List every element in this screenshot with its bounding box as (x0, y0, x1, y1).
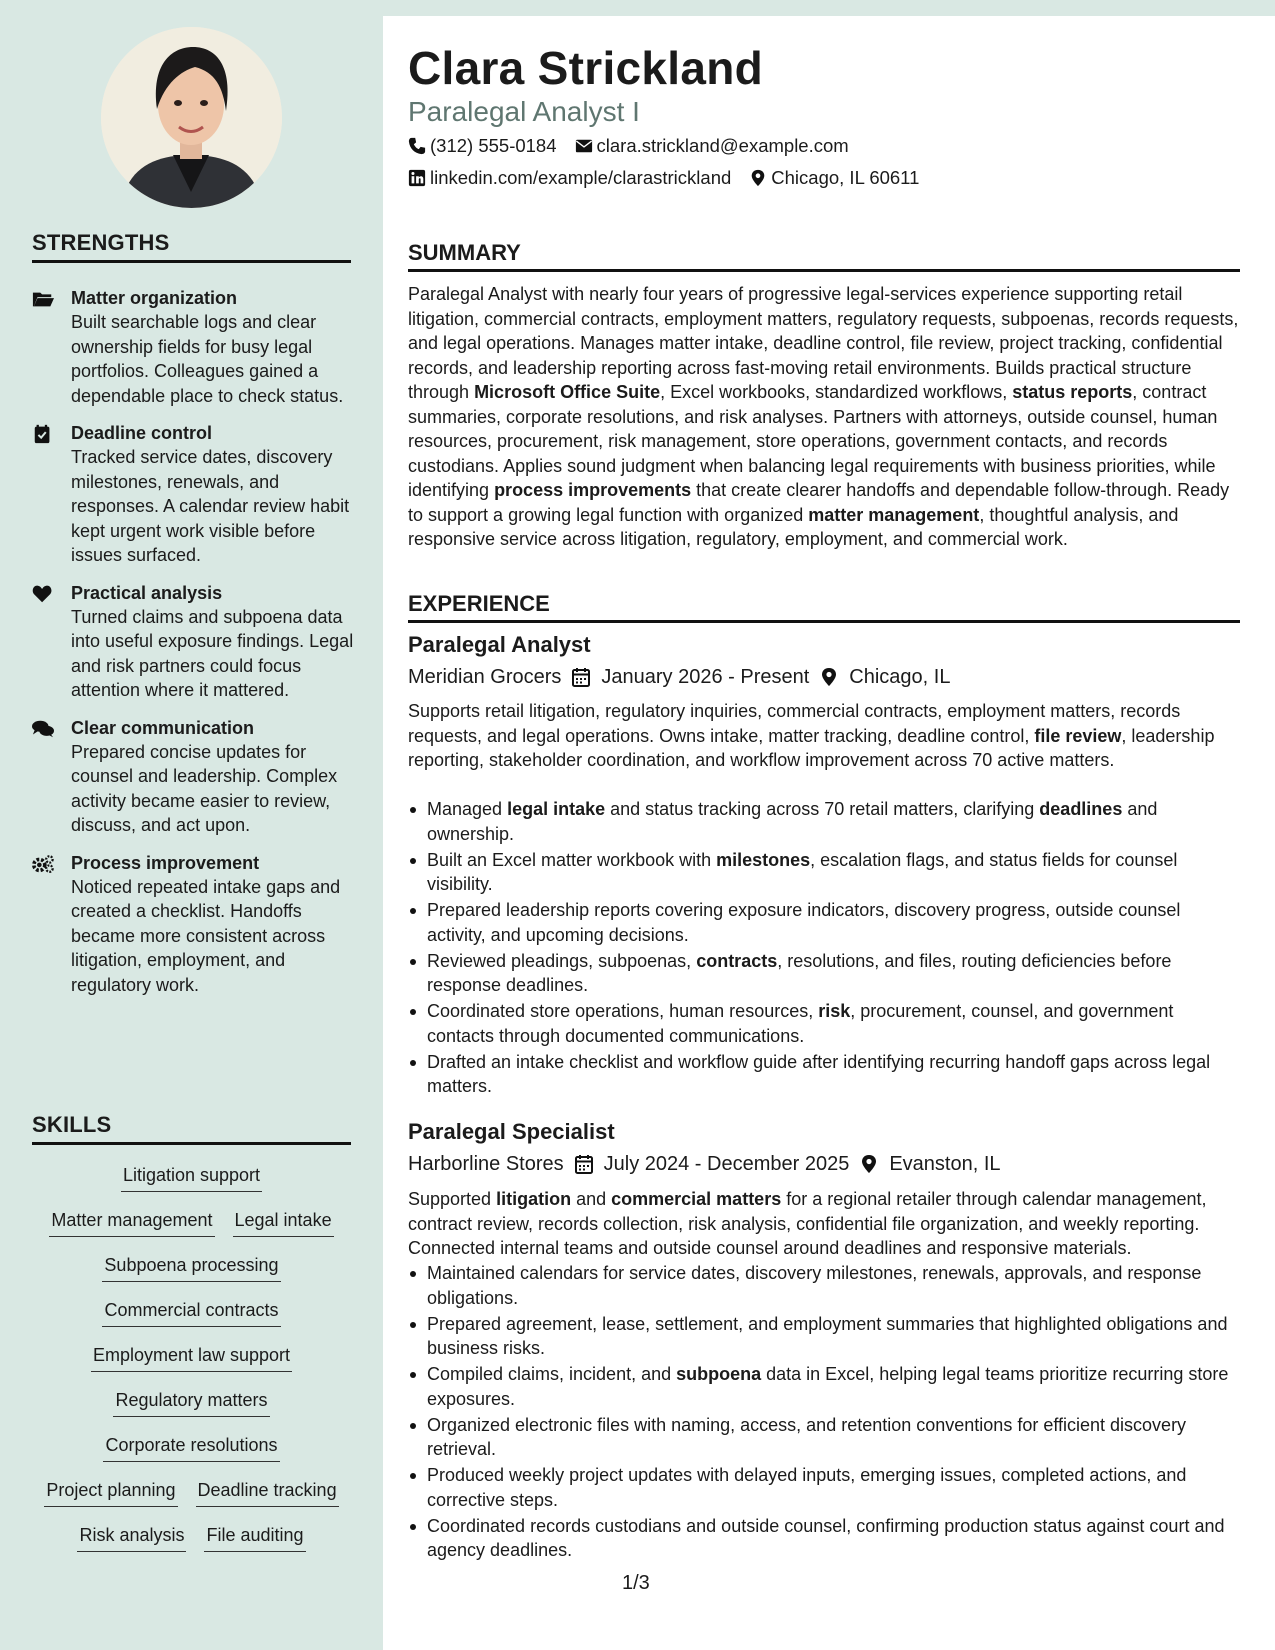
strength-item (32, 581, 357, 703)
skill-row (32, 1433, 351, 1478)
gears-icon (32, 851, 71, 998)
bold-text: process improvements (494, 480, 692, 500)
strength-desc: Built searchable logs and clear ownership fields for busy legal portfolios. Colleagues gained a dependable place to check status. (71, 312, 344, 406)
text-run: Managed (427, 799, 508, 819)
text-run: Prepared agreement, lease, settlement, and employment summaries that highlighted obligations and business risks. (427, 1313, 1228, 1358)
text-run: Prepared leadership reports covering exposure indicators, discovery progress, outside counsel activity, and upcoming decisions. (427, 900, 1181, 945)
text-run: , leadership reporting, stakeholder coordination, and workflow improvement across 70 active matters. (408, 725, 1215, 770)
skill-tag: Subpoena processing (102, 1253, 280, 1282)
text-run: Compiled claims, incident, and (427, 1364, 677, 1384)
text-run: Built an Excel matter workbook with (427, 849, 717, 870)
envelope-icon (575, 137, 593, 155)
location: Chicago, IL 60611 (771, 167, 920, 188)
text-run: , escalation flags, and status fields for counsel visibility. (427, 849, 1178, 894)
bullet-item (408, 949, 1240, 998)
text-run: , Excel workbooks, standardized workflows, (660, 382, 1013, 402)
summary-text (408, 282, 1240, 552)
text-run: data in Excel, helping legal teams prioritize recurring store exposures. (427, 1364, 1229, 1409)
strength-title: Deadline control (71, 423, 213, 443)
text-run: Supported (408, 1189, 497, 1209)
skill-tag: File auditing (204, 1523, 305, 1552)
text-run: , contract summaries, corporate resolutions, and risk analyses. Partners with attorneys, outside counsel, human resources, procurement, risk management, store operations, government contacts, and records custodians. Applies sound judgment when balancing legal requirements with business priorities, while identifying (408, 382, 1218, 500)
email-address: clara.strickland@example.com (596, 135, 849, 156)
skill-row (32, 1343, 351, 1388)
text-run: that create clearer handoffs and dependable follow-through. Ready to support a growing legal function with organized (408, 480, 1230, 525)
company-name: Harborline Stores (408, 1153, 564, 1175)
bold-text: legal intake (507, 799, 606, 819)
page-number: 1/3 (622, 1572, 650, 1594)
text-run: Maintained calendars for service dates, discovery milestones, renewals, approvals, and response obligations. (427, 1263, 1202, 1308)
bullet-item (408, 1261, 1240, 1310)
strength-item (32, 851, 357, 998)
bullet-item (408, 1514, 1240, 1563)
comments-icon (32, 716, 71, 838)
strength-item (32, 421, 357, 568)
calendar-icon (571, 667, 591, 687)
skill-row (32, 1298, 351, 1343)
text-run: Reviewed pleadings, subpoenas, (427, 950, 697, 971)
contact-row-1 (408, 134, 849, 158)
map-marker-icon (749, 169, 767, 187)
candidate-name: Clara Strickland (408, 42, 764, 94)
bold-text: file review (1034, 725, 1122, 746)
job-meta (408, 1151, 1001, 1177)
text-run: and ownership. (427, 799, 1158, 844)
bullet-item (408, 848, 1240, 897)
linkedin-icon (408, 169, 426, 187)
text-run: Organized electronic files with naming, access, and retention conventions for efficient discovery retrieval. (427, 1414, 1187, 1459)
bold-text: litigation (496, 1189, 572, 1209)
job-title: Paralegal Analyst (408, 632, 591, 657)
skill-tag: Employment law support (91, 1343, 292, 1372)
skill-row (32, 1163, 351, 1208)
skill-tag: Project planning (44, 1478, 177, 1507)
strength-title: Matter organization (71, 288, 238, 308)
bold-text: matter management (808, 504, 980, 525)
bullet-item (408, 797, 1240, 846)
calendar-icon (574, 1154, 594, 1174)
strengths-heading: STRENGTHS (32, 230, 351, 263)
contact-row-2 (408, 166, 919, 190)
skills-heading: SKILLS (32, 1112, 351, 1145)
bullet-item (408, 1463, 1240, 1512)
skill-row (32, 1388, 351, 1433)
linkedin-url: linkedin.com/example/clarastrickland (430, 167, 732, 188)
bold-text: status reports (1012, 382, 1133, 402)
skills-list (32, 1163, 351, 1568)
strength-desc: Noticed repeated intake gaps and created a checklist. Handoffs became more consistent across litigation, employment, and regulatory work. (71, 876, 341, 995)
text-run: , resolutions, and files, routing deficiencies before response deadlines. (427, 950, 1172, 995)
skill-tag: Regulatory matters (113, 1388, 269, 1417)
candidate-title: Paralegal Analyst I (408, 96, 640, 127)
job-dates: July 2024 - December 2025 (603, 1153, 850, 1175)
bold-text: deadlines (1039, 799, 1123, 819)
job-meta (408, 664, 950, 690)
summary-heading: SUMMARY (408, 240, 1240, 272)
job-bullets (408, 1261, 1240, 1564)
text-run: Drafted an intake checklist and workflow guide after identifying recurring handoff gaps across legal matters. (427, 1051, 1211, 1096)
bold-text: risk (818, 1001, 851, 1021)
job-location: Evanston, IL (889, 1153, 1001, 1175)
job-location: Chicago, IL (849, 666, 951, 688)
strength-item (32, 286, 357, 408)
bullet-item (408, 999, 1240, 1048)
text-run: Paralegal Analyst with nearly four years of progressive legal-services experience supporting retail litigation, commercial contracts, employment matters, regulatory requests, subpoenas, records requests, and legal operations. Manages matter intake, deadline control, file review, project tracking, confidential records, and leadership reporting across fast-moving retail environments. Builds practical structure through (408, 284, 1239, 402)
bullet-item (408, 1413, 1240, 1462)
strengths-list (32, 286, 357, 1010)
bold-text: milestones (716, 849, 811, 870)
text-run: Supports retail litigation, regulatory inquiries, commercial contracts, employment matters, records requests, and legal operations. Owns intake, matter tracking, deadline control, (408, 701, 1181, 746)
bold-text: commercial matters (611, 1189, 782, 1209)
bold-text: subpoena (676, 1364, 762, 1384)
map-marker-icon (859, 1154, 879, 1174)
strength-item (32, 716, 357, 838)
text-run: Coordinated store operations, human resources, (427, 1001, 819, 1021)
skill-row (32, 1208, 351, 1253)
skill-tag: Risk analysis (77, 1523, 186, 1552)
text-run: , procurement, counsel, and government contacts through documented communications. (427, 1001, 1174, 1046)
bold-text: Microsoft Office Suite (474, 382, 661, 402)
text-run: , thoughtful analysis, and responsive service across litigation, regulatory, employment, and commercial work. (408, 504, 1179, 549)
folder-open-icon (32, 286, 71, 408)
company-name: Meridian Grocers (408, 666, 562, 688)
job-bullets (408, 797, 1240, 1100)
heart-icon (32, 581, 71, 703)
text-run: Coordinated records custodians and outside counsel, confirming production status against court and agency deadlines. (427, 1515, 1225, 1560)
skill-row (32, 1478, 351, 1523)
phone-icon (408, 137, 426, 155)
skill-tag: Legal intake (233, 1208, 334, 1237)
profile-photo (101, 27, 282, 208)
skill-tag: Commercial contracts (102, 1298, 280, 1327)
skill-tag: Matter management (49, 1208, 214, 1237)
experience-heading: EXPERIENCE (408, 591, 1240, 623)
skill-tag: Corporate resolutions (103, 1433, 279, 1462)
map-marker-icon (819, 667, 839, 687)
text-run: and (571, 1189, 612, 1209)
text-run: for a regional retailer through calendar management, contract review, records collection, risk analysis, confidential file organization, and weekly reporting. Connected internal teams and outside counsel around deadlines and responsive materials. (408, 1189, 1207, 1258)
strength-title: Practical analysis (71, 582, 223, 603)
job-title: Paralegal Specialist (408, 1119, 615, 1144)
strength-title: Clear communication (71, 717, 255, 738)
strength-desc: Turned claims and subpoena data into useful exposure findings. Legal and risk partners could focus attention where it mattered. (71, 606, 354, 700)
job-dates: January 2026 - Present (601, 666, 810, 688)
bullet-item (408, 1362, 1240, 1411)
skill-row (32, 1253, 351, 1298)
bullet-item (408, 1312, 1240, 1361)
skill-tag: Deadline tracking (196, 1478, 339, 1507)
job-summary (408, 1187, 1240, 1261)
bullet-item (408, 898, 1240, 947)
bold-text: contracts (696, 950, 778, 971)
phone-number: (312) 555-0184 (430, 135, 557, 156)
job-summary (408, 699, 1240, 773)
strength-desc: Prepared concise updates for counsel and leadership. Complex activity became easier to review, discuss, and act upon. (71, 741, 338, 835)
text-run: and status tracking across 70 retail matters, clarifying (605, 799, 1040, 819)
skill-tag: Litigation support (121, 1163, 262, 1192)
text-run: Produced weekly project updates with delayed inputs, emerging issues, completed actions, and corrective steps. (427, 1465, 1187, 1510)
bullet-item (408, 1050, 1240, 1099)
skill-row (32, 1523, 351, 1568)
strength-desc: Tracked service dates, discovery milestones, renewals, and responses. A calendar review habit kept urgent work visible before issues surfaced. (71, 447, 350, 565)
strength-title: Process improvement (71, 852, 260, 873)
calendar-check-icon (32, 421, 71, 568)
